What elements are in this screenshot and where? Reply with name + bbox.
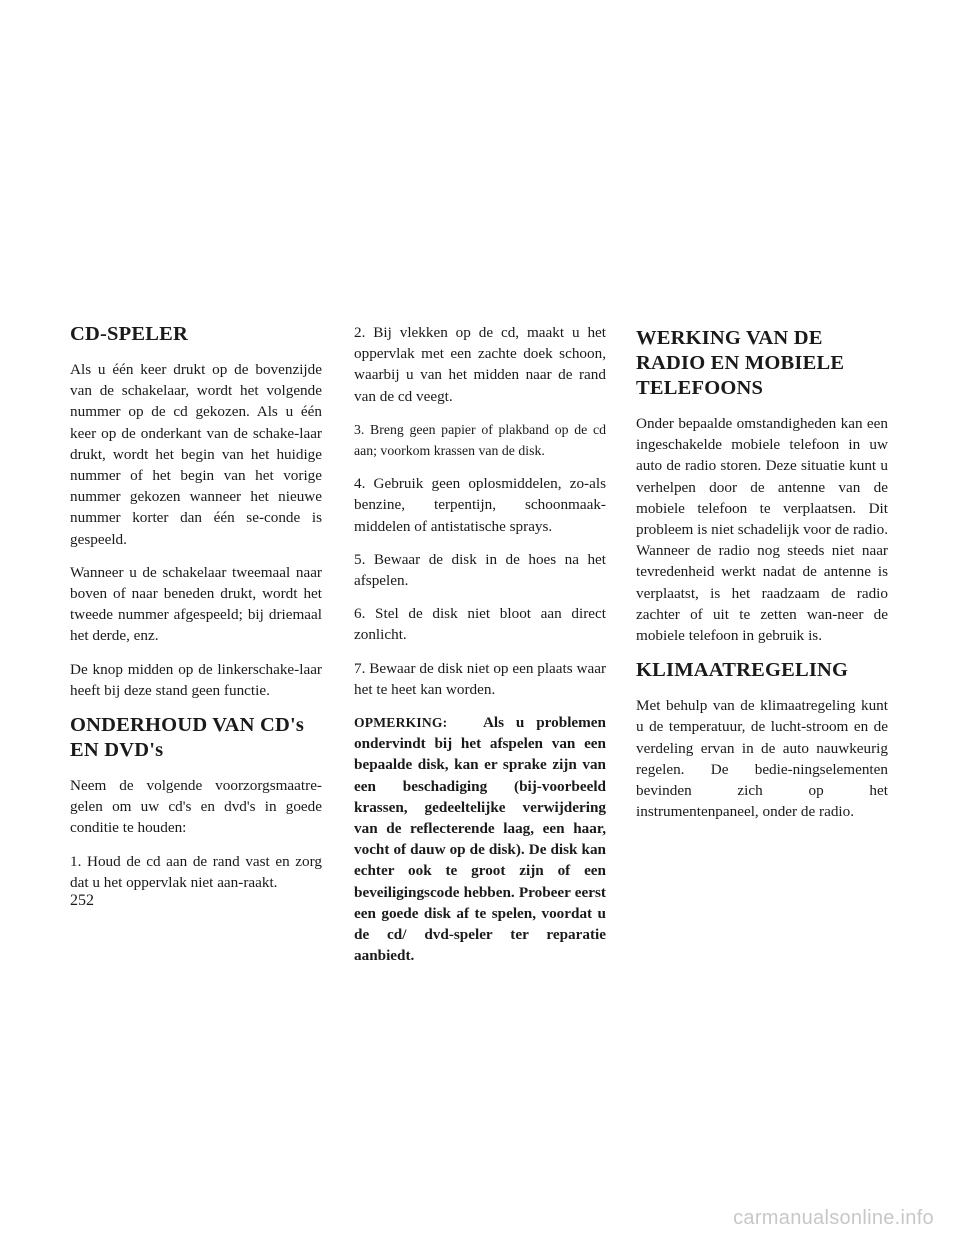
column-middle xyxy=(354,322,606,978)
page-number: 252 xyxy=(70,892,94,909)
paragraph-step-1: 1. Houd de cd aan de rand vast en zorg dat u het oppervlak niet aan-raakt. xyxy=(70,852,322,891)
paragraph-step-3: 3. Breng geen papier of plakband op de cd aan; voorkom krassen van de disk. xyxy=(354,421,606,459)
heading-cd-speler: CD-SPELER xyxy=(70,323,188,345)
paragraph-step-4: 4. Gebruik geen oplosmiddelen, zo-als benzine, terpentijn, schoonmaak-middelen of antistatische sprays. xyxy=(354,475,606,535)
heading-radio-telefoons: WERKING VAN DE RADIO EN MOBIELE TELEFOONS xyxy=(636,327,845,399)
paragraph-step-5: 5. Bewaar de disk in de hoes na het afspelen. xyxy=(354,550,606,590)
paragraph-switch-top: Als u één keer drukt op de bovenzijde van de schakelaar, wordt het volgende nummer op de cd gekozen. Als u één keer op de onderkant van de schake-laar drukt, wordt het begin van het huidige nummer of het begin van het vorige nummer gekozen wanneer het nieuwe nummer korter dan één se-conde is gespeeld. xyxy=(70,361,322,548)
note-paragraph xyxy=(354,712,606,966)
paragraph-precautions-intro: Neem de volgende voorzorgsmaatre-gelen om uw cd's en dvd's in goede conditie te houden: xyxy=(70,777,322,837)
note-label: OPMERKING: xyxy=(354,715,448,731)
paragraph-step-2: 2. Bij vlekken op de cd, maakt u het oppervlak met een zachte doek schoon, waarbij u van het midden naar de rand van de cd veegt. xyxy=(354,324,606,405)
paragraph-climate-control: Met behulp van de klimaatregeling kunt u de temperatuur, de lucht-stroom en de verdeling ervan in de auto nauwkeurig regelen. De bedie-ningselementen bevinden zich op het instrumentenpaneel, onder de radio. xyxy=(636,697,888,821)
paragraph-radio-interference: Onder bepaalde omstandigheden kan een ingeschakelde mobiele telefoon in uw auto de radio storen. Deze situatie kunt u verhelpen door de antenne van de mobiele telefoon te verplaatsen. Dit probleem is niet schadelijk voor de radio. Wanneer de radio nog steeds niet naar tevredenheid werkt nadat de antenne is verplaatst, is het raadzaam de radio zachter of uit te zetten wan-neer de mobiele telefoon in gebruik is. xyxy=(636,415,888,645)
paragraph-step-6: 6. Stel de disk niet bloot aan direct zonlicht. xyxy=(354,605,606,644)
heading-onderhoud: ONDERHOUD VAN CD's EN DVD's xyxy=(70,714,305,762)
note-text: Als u problemen ondervindt bij het afspelen van een bepaalde disk, kan er sprake zijn van een beschadiging (bij-voorbeeld krassen, gedeeltelijke verwijdering van de reflecterende laag, een haar, vocht of dauw op de disk). De disk kan echter ook te groot zijn of een beveiligingscode hebben. Probeer eerst een goede disk af te spelen, voordat u de cd/ dvd-speler ter reparatie aanbiedt. xyxy=(354,714,606,965)
paragraph-switch-twice: Wanneer u de schakelaar tweemaal naar boven of naar beneden drukt, wordt het tweede nummer afgespeeld; bij driemaal het derde, enz. xyxy=(70,563,322,645)
watermark: carmanualsonline.info xyxy=(733,1207,934,1229)
paragraph-step-7: 7. Bewaar de disk niet op een plaats waar het te heet kan worden. xyxy=(354,659,606,698)
column-left xyxy=(70,322,322,905)
column-right xyxy=(636,322,888,834)
paragraph-middle-button: De knop midden op de linkerschake-laar heeft bij deze stand geen functie. xyxy=(70,660,322,699)
heading-klimaatregeling: KLIMAATREGELING xyxy=(636,659,849,682)
